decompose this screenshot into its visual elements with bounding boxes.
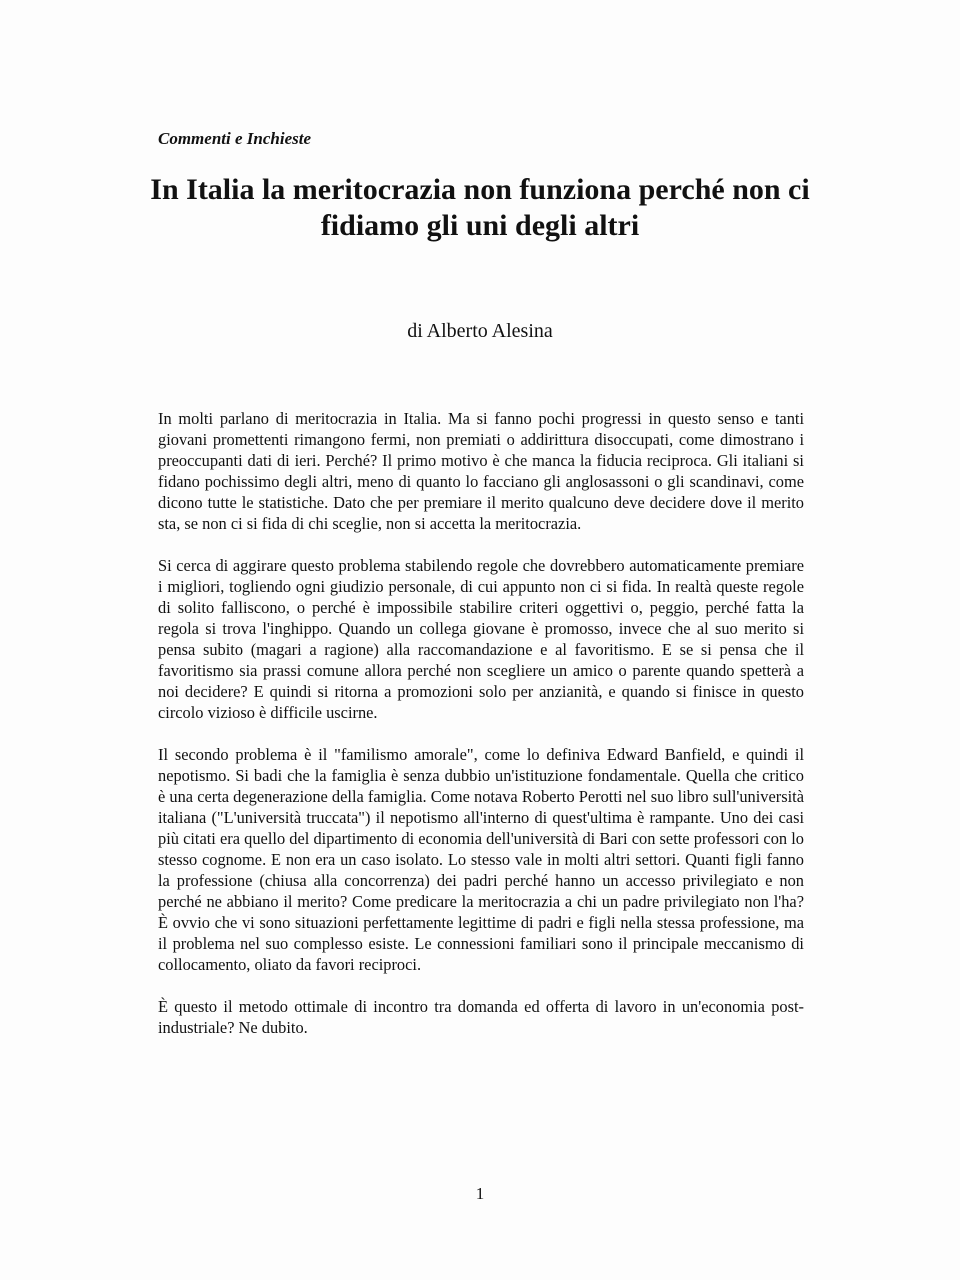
article-body — [158, 408, 804, 1059]
author-byline: di Alberto Alesina — [407, 320, 553, 342]
paragraph-4: È questo il metodo ottimale di incontro tra domanda ed offerta di lavoro in un'economia post-industriale? Ne dubito. — [158, 997, 804, 1037]
paragraph-1: In molti parlano di meritocrazia in Italia. Ma si fanno pochi progressi in questo senso e tanti giovani promettenti rimangono fermi, non premiati o addirittura disoccupati, come dimostrano i preoccupanti dati di ieri. Perché? Il primo motivo è che manca la fiducia reciproca. Gli italiani si fidano pochissimo degli altri, meno di quanto lo facciano gli anglosassoni o gli scandinavi, come dicono tutte le statistiche. Dato che per premiare il merito qualcuno deve decidere dove il merito sta, se non ci si fida di chi sceglie, non si accetta la meritocrazia. — [158, 409, 804, 533]
article-title: In Italia la meritocrazia non funziona perché non ci fidiamo gli uni degli altri — [150, 173, 810, 242]
section-label: Commenti e Inchieste — [158, 129, 311, 148]
paragraph-3: Il secondo problema è il "familismo amorale", come lo definiva Edward Banfield, e quindi il nepotismo. Si badi che la famiglia è senza dubbio un'istituzione fondamentale. Quella che critico è una certa degenerazione della famiglia. Come notava Roberto Perotti nel suo libro sull'università italiana ("L'università truccata") il nepotismo all'interno di quest'ultima è rampante. Uno dei casi più citati era quello del dipartimento di economia dell'università di Bari con sette professori con lo stesso cognome. E non era un caso isolato. Lo stesso vale in molti altri settori. Quanti figli fanno la professione (chiusa alla concorrenza) dei padri perché hanno un accesso privilegiato e non perché ne abbiano il merito? Come predicare la meritocrazia a chi un padre privilegiato non l'ha? È ovvio che vi sono situazioni perfettamente legittime di padri e figli nella stessa professione, ma il problema nel suo complesso esiste. Le connessioni familiari sono il principale meccanismo di collocamento, oliato da favori reciproci. — [158, 745, 804, 974]
page-number: 1 — [475, 1184, 485, 1203]
paragraph-2: Si cerca di aggirare questo problema stabilendo regole che dovrebbero automaticamente premiare i migliori, togliendo ogni giudizio personale, di cui appunto non ci si fida. In realtà queste regole di solito falliscono, o perché è impossibile stabilire criteri oggettivi o, peggio, perché fatta la regola si trova l'inghippo. Quando un collega giovane è promosso, invece che al suo merito si pensa subito (magari a ragione) alla raccomandazione e al favoritismo. E se si pensa che il favoritismo sia prassi comune allora perché non scegliere un amico o parente quando spetterà a noi decidere? E quindi si ritorna a promozioni solo per anzianità, e quando si finisce in questo circolo vizioso è difficile uscirne. — [158, 556, 804, 722]
